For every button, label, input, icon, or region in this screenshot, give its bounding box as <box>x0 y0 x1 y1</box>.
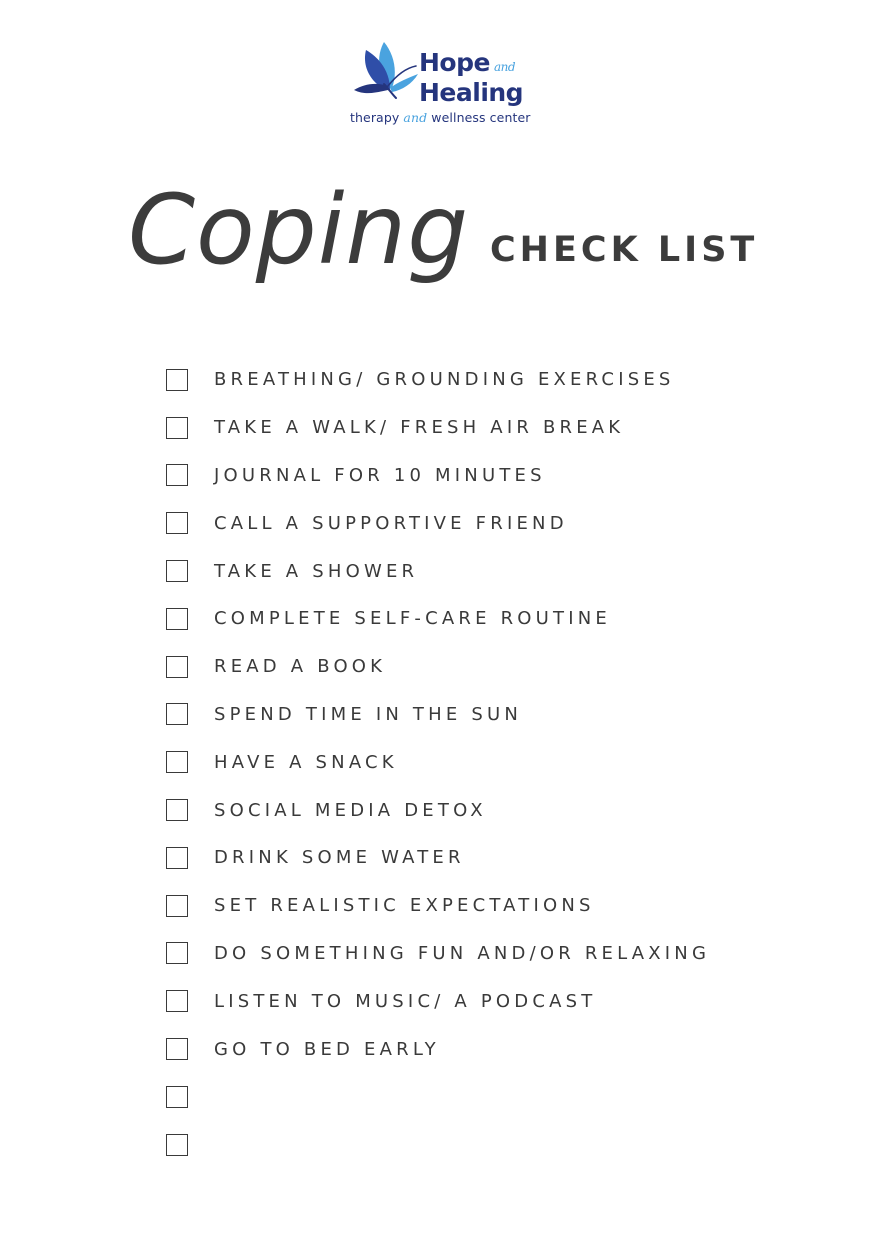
checklist-item <box>166 595 786 643</box>
checklist-item <box>166 643 786 691</box>
checkbox[interactable] <box>166 1038 188 1060</box>
checkbox[interactable] <box>166 656 188 678</box>
checklist-item-label: DRINK SOME WATER <box>214 847 465 869</box>
checklist-item-label: JOURNAL FOR 10 MINUTES <box>214 464 546 486</box>
checkbox[interactable] <box>166 703 188 725</box>
tagline-pre: therapy <box>350 110 404 125</box>
tagline-post: wellness center <box>427 110 531 125</box>
checkbox[interactable] <box>166 799 188 821</box>
checkbox[interactable] <box>166 512 188 534</box>
checklist-item <box>166 691 786 739</box>
checkbox[interactable] <box>166 560 188 582</box>
butterfly-icon <box>348 38 420 102</box>
checkbox[interactable] <box>166 1086 188 1108</box>
checklist-item <box>166 977 786 1025</box>
checklist-item-label: DO SOMETHING FUN AND/OR RELAXING <box>214 942 711 964</box>
checklist-item-label: TAKE A SHOWER <box>214 560 419 582</box>
brand-and: and <box>493 60 516 74</box>
checklist-item <box>166 786 786 834</box>
checkbox[interactable] <box>166 417 188 439</box>
checkbox[interactable] <box>166 369 188 391</box>
checklist-item <box>166 452 786 500</box>
checkbox[interactable] <box>166 464 188 486</box>
brand-tagline <box>350 110 531 125</box>
checkbox[interactable] <box>166 751 188 773</box>
checklist-item-label: CALL A SUPPORTIVE FRIEND <box>214 512 568 534</box>
checklist-item <box>166 547 786 595</box>
checklist-item <box>166 499 786 547</box>
checkbox[interactable] <box>166 847 188 869</box>
checklist-item-label: SET REALISTIC EXPECTATIONS <box>214 895 595 917</box>
checklist-item <box>166 356 786 404</box>
checklist-item <box>166 1025 786 1073</box>
tagline-and: and <box>403 110 428 125</box>
brand-logo <box>348 38 538 130</box>
checklist-item-label: SOCIAL MEDIA DETOX <box>214 799 487 821</box>
checklist-item <box>166 1121 786 1169</box>
checklist-item <box>166 834 786 882</box>
checkbox[interactable] <box>166 942 188 964</box>
page-title-caps: CHECK LIST <box>490 230 759 270</box>
checklist-item <box>166 930 786 978</box>
checklist-item-label: LISTEN TO MUSIC/ A PODCAST <box>214 990 597 1012</box>
checklist-item-label: COMPLETE SELF-CARE ROUTINE <box>214 608 611 630</box>
checkbox[interactable] <box>166 608 188 630</box>
brand-healing: Healing <box>419 78 524 107</box>
brand-name-line1 <box>419 48 515 82</box>
checklist-item <box>166 1073 786 1121</box>
checklist-item <box>166 882 786 930</box>
brand-hope: Hope <box>419 48 490 77</box>
checklist-item-label: HAVE A SNACK <box>214 751 398 773</box>
checkbox[interactable] <box>166 1134 188 1156</box>
checklist-item-label: TAKE A WALK/ FRESH AIR BREAK <box>214 417 625 439</box>
checklist-item <box>166 404 786 452</box>
page-title-script: Coping <box>128 174 470 286</box>
checkbox[interactable] <box>166 895 188 917</box>
checklist-item <box>166 738 786 786</box>
checkbox[interactable] <box>166 990 188 1012</box>
checklist-item-label: GO TO BED EARLY <box>214 1038 440 1060</box>
checklist-item-label: BREATHING/ GROUNDING EXERCISES <box>214 369 675 391</box>
checklist-item-label: READ A BOOK <box>214 656 387 678</box>
coping-checklist <box>166 356 786 1169</box>
checklist-item-label: SPEND TIME IN THE SUN <box>214 703 523 725</box>
